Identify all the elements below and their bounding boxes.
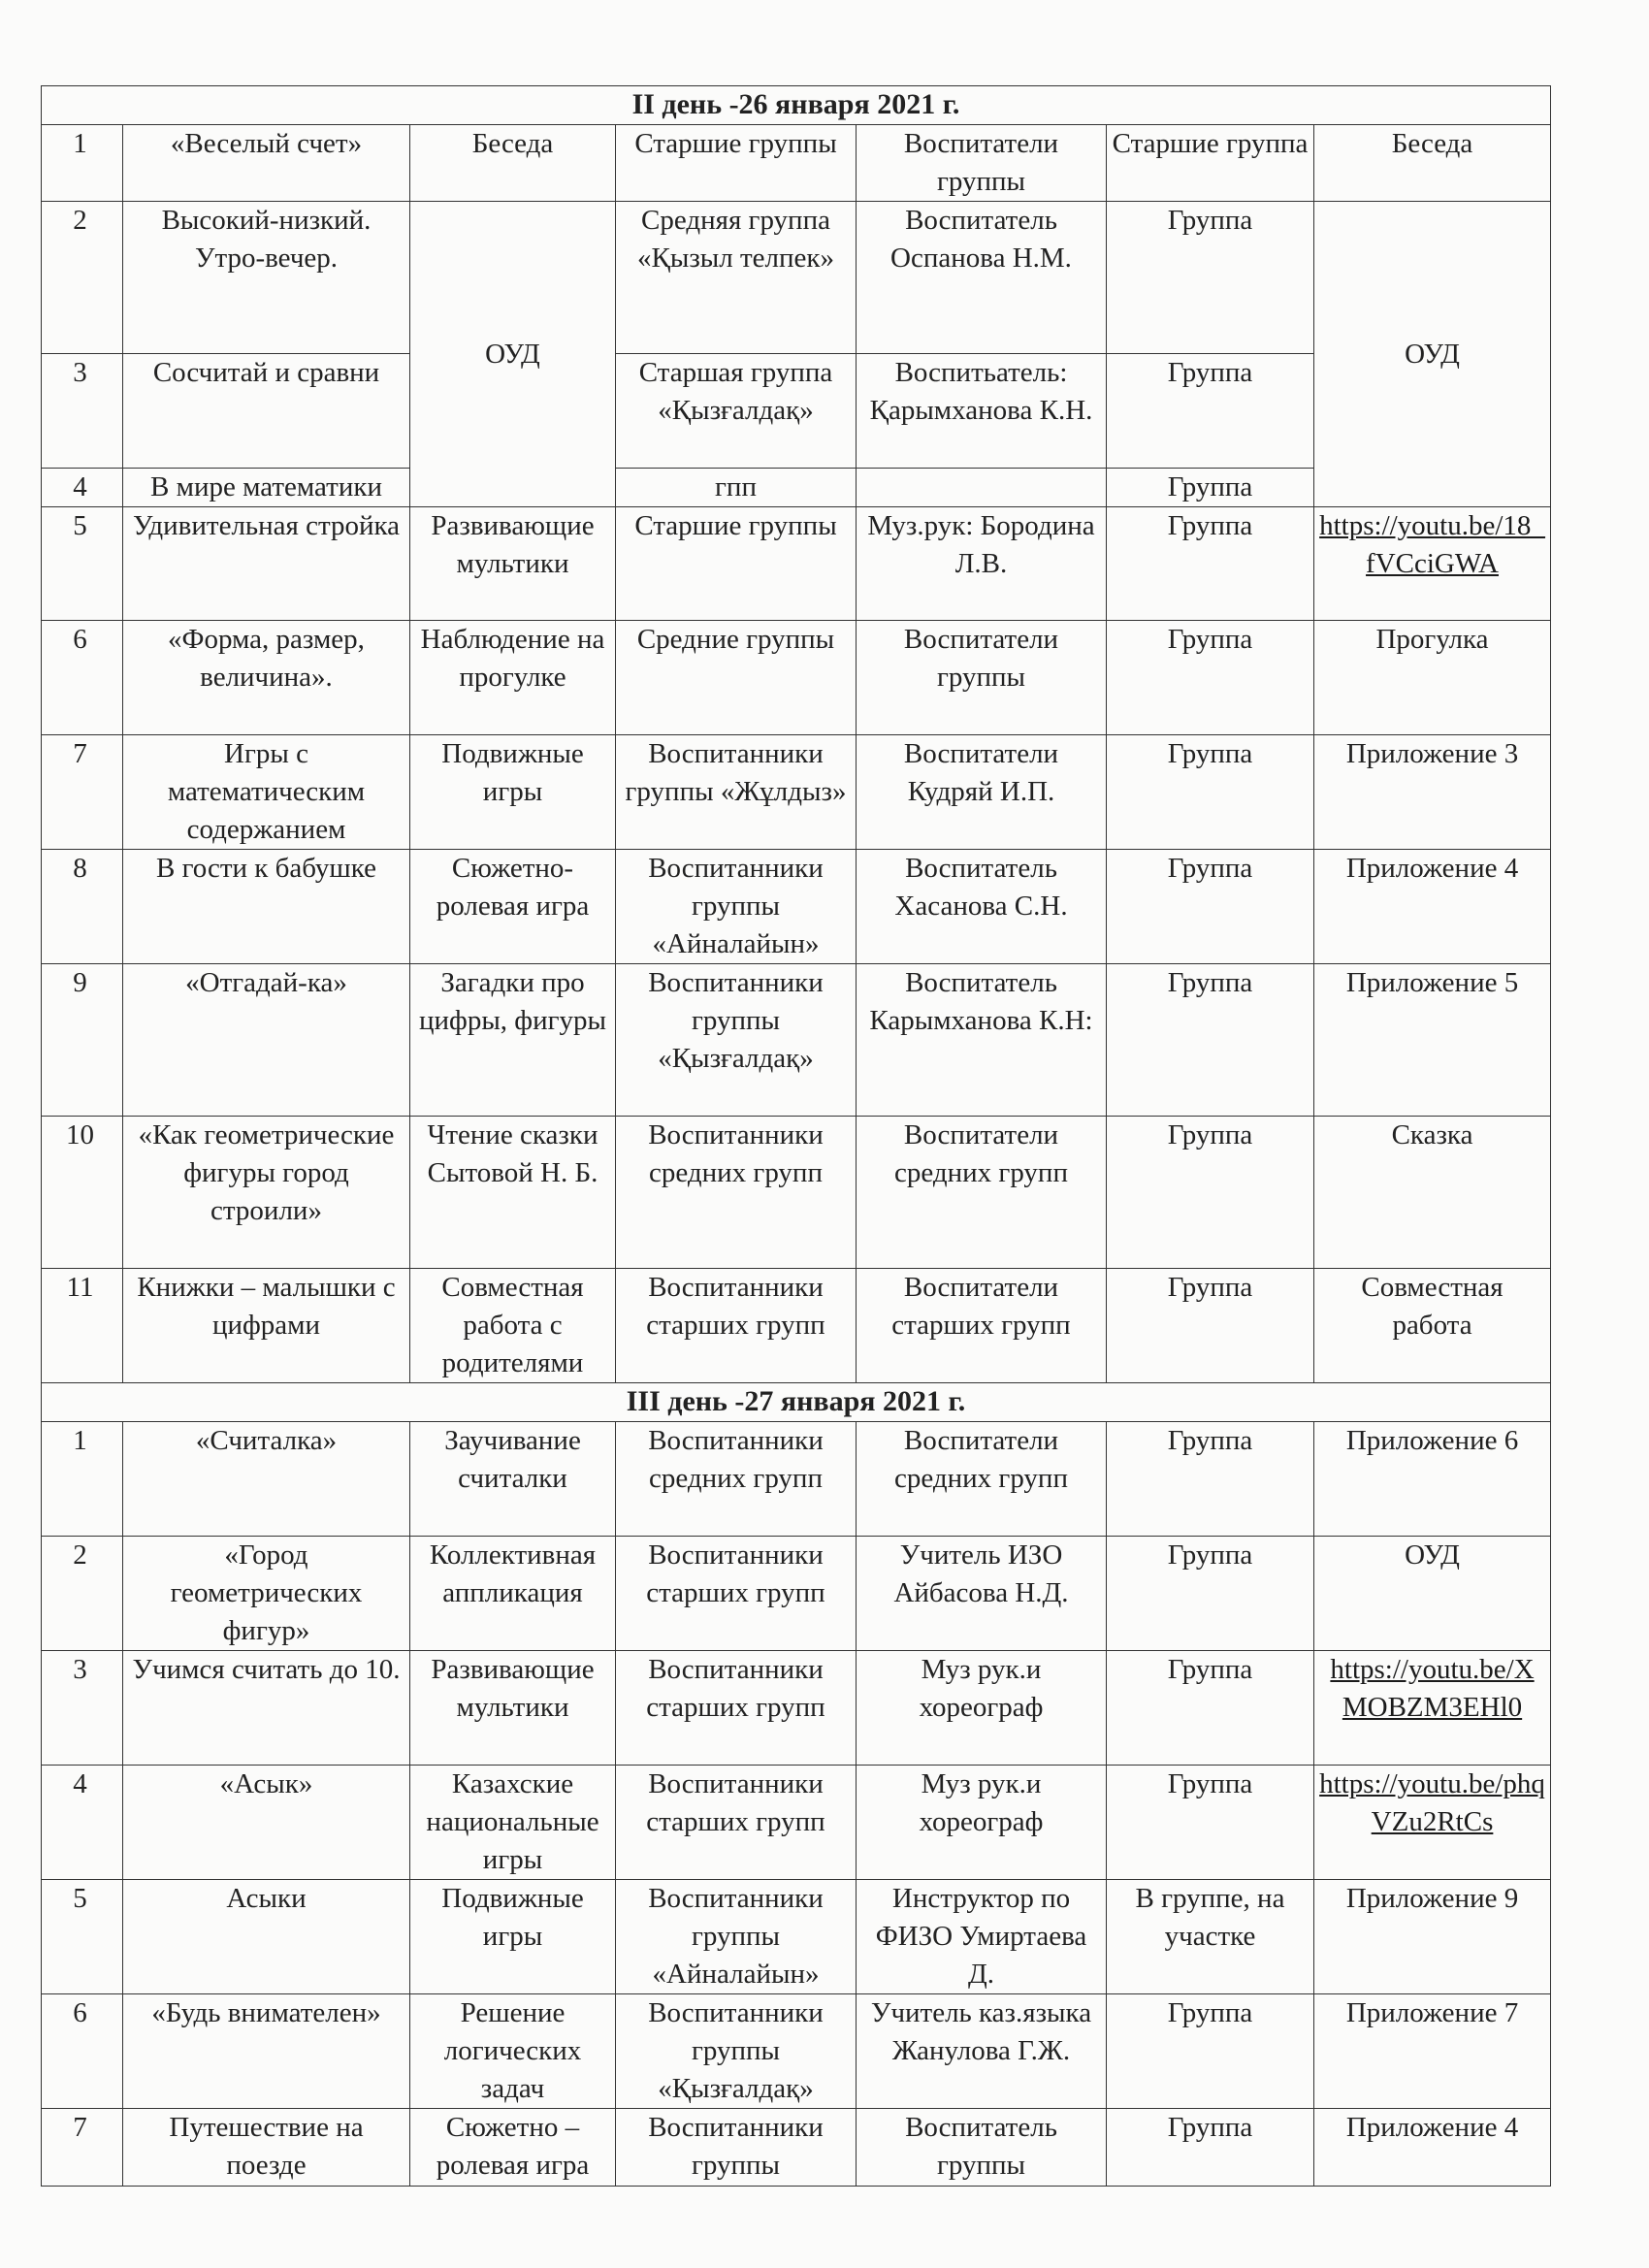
material: Приложение 3: [1314, 735, 1551, 850]
responsible: Воспитатели старших групп: [857, 1269, 1107, 1383]
activity-title: «Считалка»: [123, 1422, 410, 1537]
activity-title: Учимся считать до 10.: [123, 1651, 410, 1766]
responsible: Воспитьатель: Қарымханова К.Н.: [857, 354, 1107, 469]
row-number: 10: [42, 1117, 123, 1269]
participants: Воспитанники средних групп: [616, 1422, 857, 1537]
location: Группа: [1107, 1994, 1314, 2109]
activity-form: Казахские национальные игры: [410, 1766, 616, 1880]
participants: Старшая группа «Қызғалдақ»: [616, 354, 857, 469]
location: Группа: [1107, 1269, 1314, 1383]
participants: Воспитанники группы «Жұлдыз»: [616, 735, 857, 850]
table-row: [42, 2109, 1551, 2187]
activity-title: В гости к бабушке: [123, 850, 410, 964]
row-number: 7: [42, 2109, 123, 2187]
row-number: 3: [42, 1651, 123, 1766]
participants: Воспитанники группы: [616, 2109, 857, 2187]
material: Приложение 4: [1314, 2109, 1551, 2187]
activity-form: ОУД: [410, 202, 616, 507]
material: Приложение 4: [1314, 850, 1551, 964]
material: Приложение 6: [1314, 1422, 1551, 1537]
participants: Воспитанники старших групп: [616, 1537, 857, 1651]
responsible: Воспитатель группы: [857, 2109, 1107, 2187]
location: Группа: [1107, 1537, 1314, 1651]
location: В группе, на участке: [1107, 1880, 1314, 1994]
table-row: [42, 202, 1551, 354]
location: Группа: [1107, 469, 1314, 507]
location: Группа: [1107, 2109, 1314, 2187]
material: ОУД: [1314, 1537, 1551, 1651]
material: Беседа: [1314, 125, 1551, 202]
responsible: Учитель каз.языка Жанулова Г.Ж.: [857, 1994, 1107, 2109]
responsible: Воспитатель Оспанова Н.М.: [857, 202, 1107, 354]
location: Группа: [1107, 202, 1314, 354]
table-row: [42, 850, 1551, 964]
responsible: Воспитатель Хасанова С.Н.: [857, 850, 1107, 964]
participants: Средняя группа «Қызыл телпек»: [616, 202, 857, 354]
table-row: [42, 1269, 1551, 1383]
activity-form: Сюжетно-ролевая игра: [410, 850, 616, 964]
row-number: 7: [42, 735, 123, 850]
activity-form: Решение логических задач: [410, 1994, 616, 2109]
responsible: Воспитатели Кудряй И.П.: [857, 735, 1107, 850]
material: Приложение 9: [1314, 1880, 1551, 1994]
responsible: [857, 469, 1107, 507]
activity-title: «Город геометрических фигур»: [123, 1537, 410, 1651]
row-number: 3: [42, 354, 123, 469]
activity-title: Асыки: [123, 1880, 410, 1994]
table-row: [42, 1422, 1551, 1537]
row-number: 1: [42, 1422, 123, 1537]
table-row: [42, 1880, 1551, 1994]
responsible: Воспитатель Карымханова К.Н:: [857, 964, 1107, 1117]
row-number: 6: [42, 621, 123, 735]
location: Группа: [1107, 1422, 1314, 1537]
responsible: Муз рук.и хореограф: [857, 1651, 1107, 1766]
activity-form: Загадки про цифры, фигуры: [410, 964, 616, 1117]
activity-title: Удивительная стройка: [123, 507, 410, 621]
location: Группа: [1107, 354, 1314, 469]
activity-title: «Асык»: [123, 1766, 410, 1880]
activity-form: Совместная работа с родителями: [410, 1269, 616, 1383]
table-row: [42, 735, 1551, 850]
responsible: Инструктор по ФИЗО Умиртаева Д.: [857, 1880, 1107, 1994]
activity-title: «Будь внимателен»: [123, 1994, 410, 2109]
day-header-row: [42, 1383, 1551, 1422]
row-number: 9: [42, 964, 123, 1117]
location: Группа: [1107, 621, 1314, 735]
material: Прогулка: [1314, 621, 1551, 735]
responsible: Муз рук.и хореограф: [857, 1766, 1107, 1880]
activity-title: Высокий-низкий. Утро-вечер.: [123, 202, 410, 354]
activity-title: Игры с математическим содержанием: [123, 735, 410, 850]
participants: Воспитанники группы «Айналайын»: [616, 850, 857, 964]
activity-title: «Отгадай-ка»: [123, 964, 410, 1117]
activity-title: «Форма, размер, величина».: [123, 621, 410, 735]
activity-form: Наблюдение на прогулке: [410, 621, 616, 735]
participants: гпп: [616, 469, 857, 507]
activity-title: Книжки – малышки с цифрами: [123, 1269, 410, 1383]
material: Совместная работа: [1314, 1269, 1551, 1383]
row-number: 5: [42, 507, 123, 621]
participants: Воспитанники средних групп: [616, 1117, 857, 1269]
participants: Воспитанники группы «Айналайын»: [616, 1880, 857, 1994]
video-link[interactable]: https://youtu.be/phqVZu2RtCs: [1314, 1766, 1551, 1880]
activity-title: В мире математики: [123, 469, 410, 507]
video-link[interactable]: https://youtu.be/XMOBZM3EHl0: [1314, 1651, 1551, 1766]
schedule-table: [41, 85, 1551, 2187]
table-row: [42, 964, 1551, 1117]
table-row: [42, 621, 1551, 735]
video-link[interactable]: https://youtu.be/18_fVCciGWA: [1314, 507, 1551, 621]
row-number: 2: [42, 1537, 123, 1651]
table-row: [42, 1766, 1551, 1880]
location: Старшие группа: [1107, 125, 1314, 202]
material: ОУД: [1314, 202, 1551, 507]
row-number: 5: [42, 1880, 123, 1994]
location: Группа: [1107, 964, 1314, 1117]
location: Группа: [1107, 1651, 1314, 1766]
responsible: Воспитатели средних групп: [857, 1117, 1107, 1269]
table-row: [42, 125, 1551, 202]
material: Приложение 5: [1314, 964, 1551, 1117]
location: Группа: [1107, 735, 1314, 850]
row-number: 4: [42, 1766, 123, 1880]
participants: Воспитанники группы «Қызғалдақ»: [616, 1994, 857, 2109]
day-header-row: [42, 86, 1551, 125]
table-row: [42, 1994, 1551, 2109]
activity-form: Подвижные игры: [410, 1880, 616, 1994]
table-row: [42, 507, 1551, 621]
activity-form: Сюжетно – ролевая игра: [410, 2109, 616, 2187]
activity-form: Заучивание считалки: [410, 1422, 616, 1537]
table-row: [42, 1537, 1551, 1651]
participants: Старшие группы: [616, 507, 857, 621]
activity-form: Коллективная аппликация: [410, 1537, 616, 1651]
responsible: Воспитатели средних групп: [857, 1422, 1107, 1537]
material: Сказка: [1314, 1117, 1551, 1269]
activity-form: Чтение сказки Сытовой Н. Б.: [410, 1117, 616, 1269]
row-number: 2: [42, 202, 123, 354]
row-number: 6: [42, 1994, 123, 2109]
location: Группа: [1107, 850, 1314, 964]
participants: Старшие группы: [616, 125, 857, 202]
table-row: [42, 1117, 1551, 1269]
location: Группа: [1107, 1766, 1314, 1880]
responsible: Муз.рук: Бородина Л.В.: [857, 507, 1107, 621]
participants: Средние группы: [616, 621, 857, 735]
row-number: 4: [42, 469, 123, 507]
row-number: 1: [42, 125, 123, 202]
row-number: 11: [42, 1269, 123, 1383]
activity-title: Сосчитай и сравни: [123, 354, 410, 469]
participants: Воспитанники группы «Қызғалдақ»: [616, 964, 857, 1117]
participants: Воспитанники старших групп: [616, 1269, 857, 1383]
material: Приложение 7: [1314, 1994, 1551, 2109]
location: Группа: [1107, 507, 1314, 621]
participants: Воспитанники старших групп: [616, 1766, 857, 1880]
participants: Воспитанники старших групп: [616, 1651, 857, 1766]
activity-title: Путешествие на поезде: [123, 2109, 410, 2187]
location: Группа: [1107, 1117, 1314, 1269]
activity-title: «Веселый счет»: [123, 125, 410, 202]
responsible: Учитель ИЗО Айбасова Н.Д.: [857, 1537, 1107, 1651]
activity-title: «Как геометрические фигуры город строили»: [123, 1117, 410, 1269]
responsible: Воспитатели группы: [857, 621, 1107, 735]
table-row: [42, 1651, 1551, 1766]
row-number: 8: [42, 850, 123, 964]
activity-form: Подвижные игры: [410, 735, 616, 850]
responsible: Воспитатели группы: [857, 125, 1107, 202]
day-title: II день -26 января 2021 г.: [42, 86, 1551, 125]
activity-form: Развивающие мультики: [410, 507, 616, 621]
day-title: III день -27 января 2021 г.: [42, 1383, 1551, 1422]
activity-form: Беседа: [410, 125, 616, 202]
activity-form: Развивающие мультики: [410, 1651, 616, 1766]
